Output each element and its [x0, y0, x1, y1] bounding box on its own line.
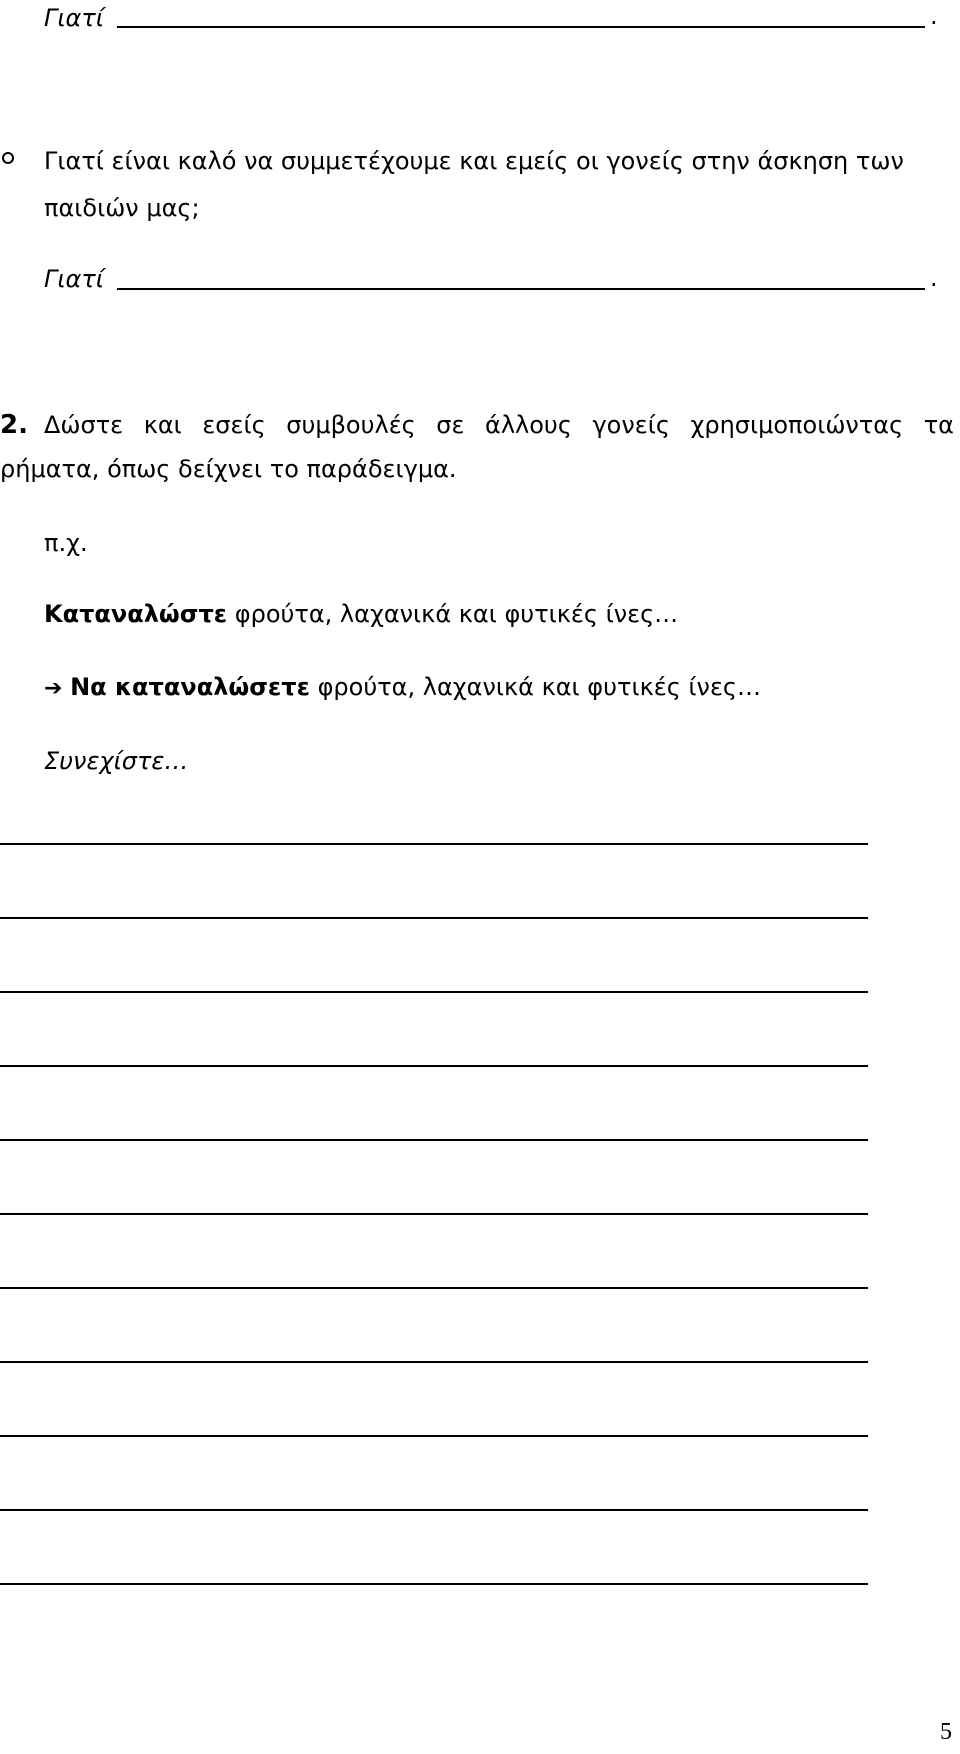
- answer-line: [117, 288, 925, 290]
- task-number: 2.: [0, 410, 28, 440]
- writing-line: [0, 917, 868, 919]
- top-answer-period: .: [930, 2, 938, 30]
- circle-bullet-icon: [2, 152, 14, 164]
- question-line-1: Γιατί είναι καλό να συμμετέχουμε και εμείς οι γονείς στην άσκηση των: [44, 147, 904, 175]
- writing-line: [0, 1213, 868, 1215]
- example-given-verb: Καταναλώστε: [44, 600, 228, 628]
- example-given-rest: φρούτα, λαχανικά και φυτικές ίνες…: [227, 600, 679, 628]
- page-number: 5: [940, 1719, 952, 1745]
- continue-label: Συνεχίστε…: [44, 747, 189, 775]
- right-arrow-icon: ➔: [44, 676, 63, 701]
- task-instruction-line-1: Δώστε και εσείς συμβουλές σε άλλους γονείς χρησιμοποιώντας τα: [44, 411, 954, 439]
- example-answer-rest: φρούτα, λαχανικά και φυτικές ίνες…: [309, 673, 762, 701]
- writing-line: [0, 1139, 868, 1141]
- writing-line: [0, 843, 868, 845]
- task-instruction-line-2: ρήματα, όπως δείχνει το παράδειγμα.: [0, 455, 457, 483]
- example-answer-verb: Να καταναλώσετε: [70, 673, 310, 701]
- writing-line: [0, 1287, 868, 1289]
- writing-line: [0, 1361, 868, 1363]
- writing-line: [0, 1065, 868, 1067]
- writing-line: [0, 1583, 868, 1585]
- writing-line: [0, 1509, 868, 1511]
- answer-period: .: [930, 264, 938, 292]
- example-given: [44, 598, 678, 630]
- writing-line: [0, 991, 868, 993]
- top-answer-label: Γιατί: [44, 4, 104, 32]
- writing-line: [0, 1435, 868, 1437]
- answer-label: Γιατί: [44, 265, 104, 293]
- example-answer: [44, 671, 761, 705]
- top-answer-line: [117, 26, 925, 28]
- example-label: π.χ.: [44, 529, 88, 557]
- question-line-2: παιδιών μας;: [44, 194, 200, 222]
